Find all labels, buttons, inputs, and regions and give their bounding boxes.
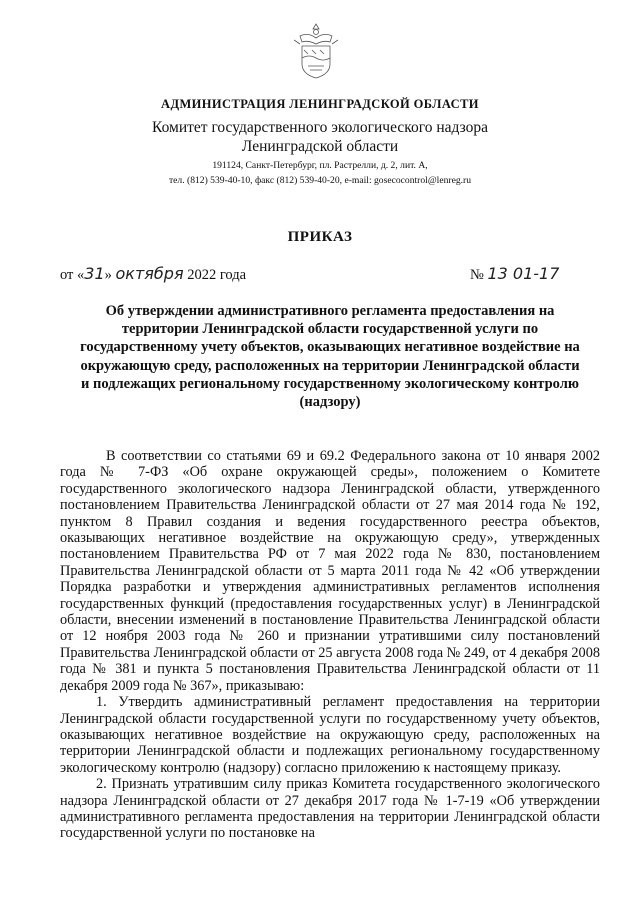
contact-line: тел. (812) 539-40-10, факс (812) 539-40-20, e-mail: gosecocontrol@lenreg.ru xyxy=(168,175,472,186)
preamble-paragraph: В соответствии со статьями 69 и 69.2 Федерального закона от 10 января 2002 года № 7-ФЗ «Об охране окружающей среды», положением о Комитете государственного экологического надзора Ленинградской области, утвержденного постановлением Правительства Ленинградской области от 27 мая 2014 года № 192, пунктом 8 Правил создания и ведения государственного реестра объектов, оказывающих негативное воздействие на окружающую среду», утвержденных постановлением Правительства РФ от 7 мая 2022 года № 830, постановлением Правительства Ленинградской области от 5 марта 2011 года № 42 «Об утверждении Порядка разработки и утверждения административных регламентов исполнения государственных функций (предоставления государственных услуг) в Ленинградской области, внесении изменений в постановление Правительства Ленинградской области от 12 ноября 2003 года № 260 и признании утратившими силу постановлений Правительства Ленинградской области от 25 августа 2008 года № 249, от 4 декабря 2008 года № 381 и пункта 5 постановления Правительства Ленинградской области от 11 декабря 2009 года № 367», приказываю: xyxy=(60,448,600,694)
number-value: 13 01-17 xyxy=(487,264,560,283)
committee-name: Комитет государственного экологического надзора xyxy=(152,119,488,136)
coat-of-arms-icon xyxy=(290,20,342,80)
date-prefix: от « xyxy=(60,267,85,283)
order-subject: Об утверждении административного регламента предоставления на территории Ленинградской области государственной услуги по государственному учету объектов, оказывающих негативное воздействие на окружающую среду, расположенных на территории Ленинградской области и подлежащих региональному государственному экологическому контролю (надзору) xyxy=(80,303,580,411)
date-day: 31 xyxy=(84,264,105,283)
item-1-paragraph: 1. Утвердить административный регламент предоставления на территории Ленинградской области государственной услуги по государственному учету объектов, оказывающих негативное воздействие на окружающую среду, расположенных на территории Ленинградской области и подлежащих региональному государственному экологическому контролю (надзору) согласно приложению к настоящему приказу. xyxy=(60,694,600,776)
committee-region: Ленинградской области xyxy=(241,138,399,155)
item-2-paragraph: 2. Признать утратившим силу приказ Комитета государственного экологического надзора Ленинградской области от 27 декабря 2017 года № 1-7-19 «Об утверждении административного регламента предоставления на территории Ленинградской области государственной услуги по постановке на xyxy=(60,776,600,842)
order-number xyxy=(470,264,559,284)
organization-name: АДМИНИСТРАЦИЯ ЛЕНИНГРАДСКОЙ ОБЛАСТИ xyxy=(161,97,479,111)
order-body xyxy=(60,448,600,842)
document-title: ПРИКАЗ xyxy=(287,229,353,245)
date-mid: » xyxy=(104,267,116,283)
number-prefix: № xyxy=(470,267,488,283)
address-line: 191124, Санкт-Петербург, пл. Растрелли, д. 2, лит. А, xyxy=(212,160,428,171)
date-month: октября xyxy=(115,264,184,283)
date-year: 2022 года xyxy=(183,267,247,283)
order-date xyxy=(60,264,246,284)
